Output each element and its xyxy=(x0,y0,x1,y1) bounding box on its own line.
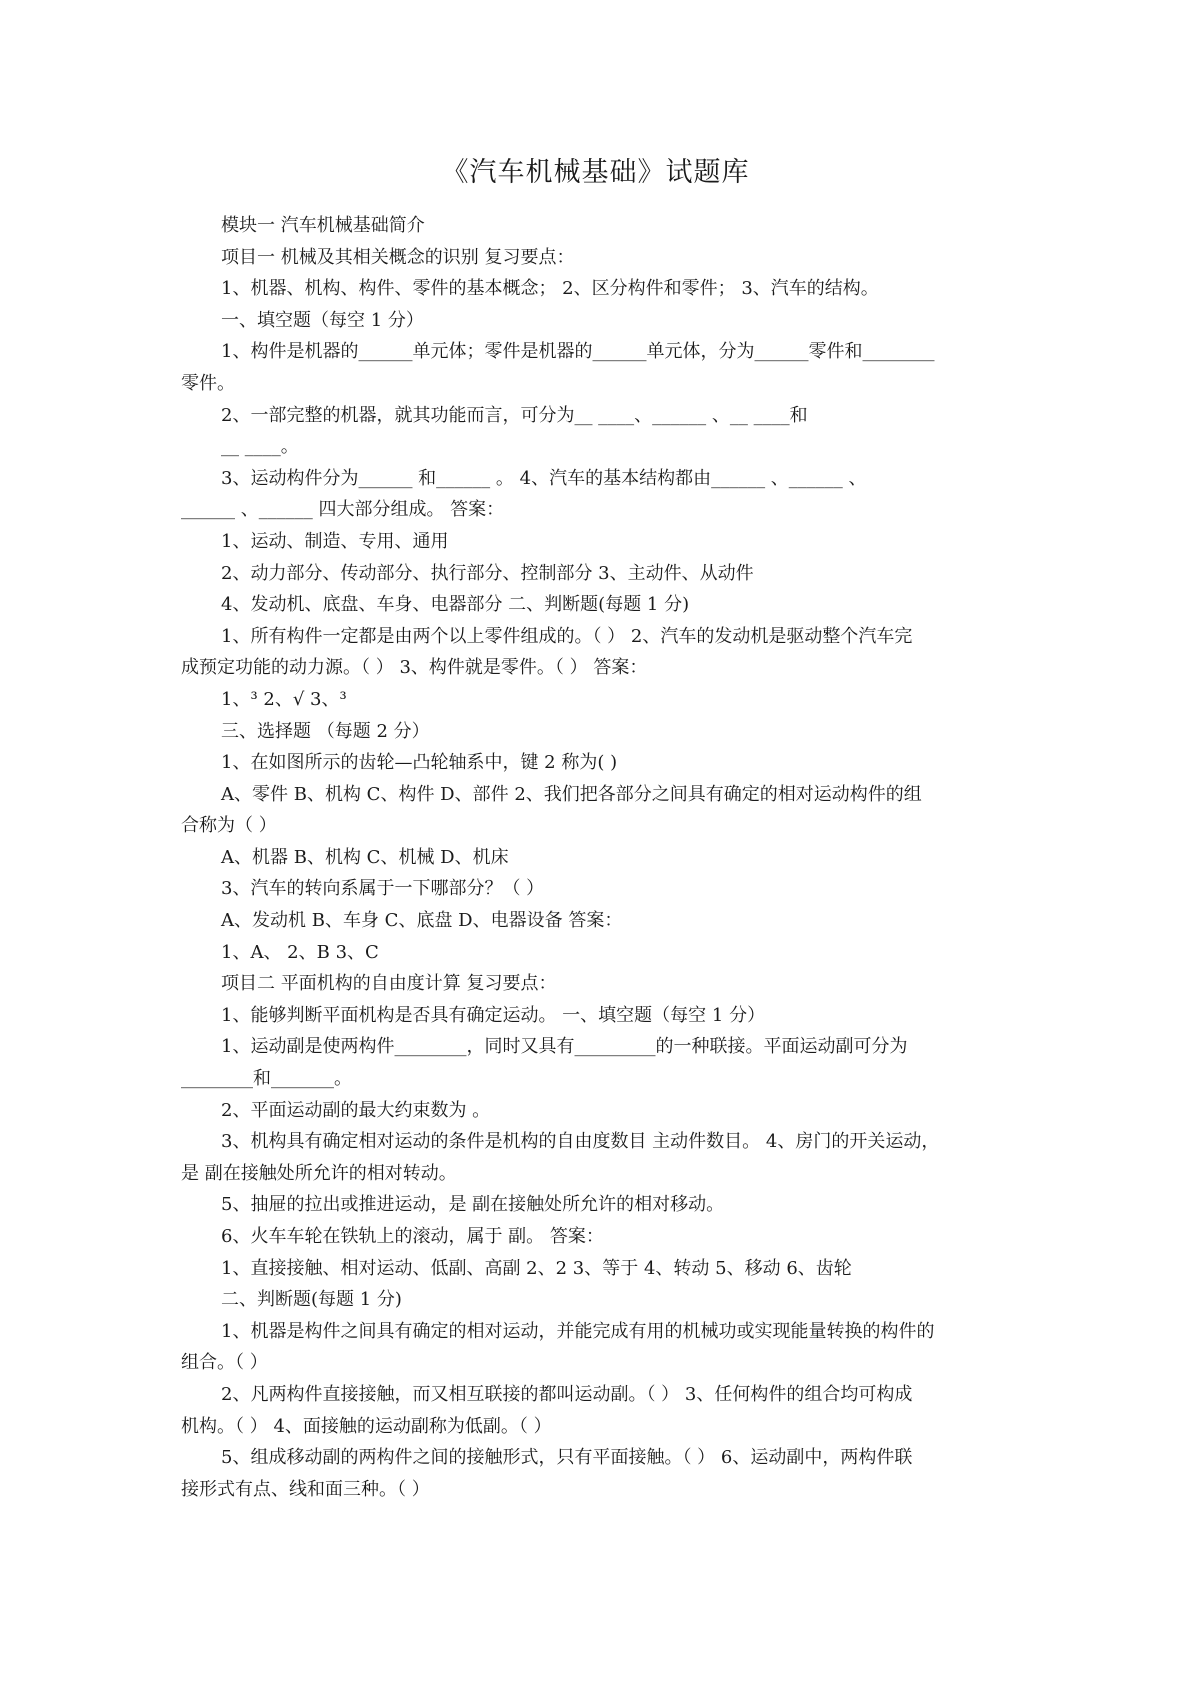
text-line: ______ 、______ 四大部分组成。 答案： xyxy=(181,499,505,521)
text-line: 1、机器、机构、构件、零件的基本概念； 2、区分构件和零件； 3、汽车的结构。 xyxy=(221,278,879,300)
text-line: 1、A、 2、B 3、C xyxy=(221,941,379,963)
text-line: 2、动力部分、传动部分、执行部分、控制部分 3、主动件、从动件 xyxy=(221,562,754,584)
text-line: 5、组成移动副的两构件之间的接触形式，只有平面接触。（ ） 6、运动副中，两构件联 xyxy=(221,1447,913,1469)
text-line: 零件。 xyxy=(181,372,235,394)
document-body xyxy=(181,210,1018,1505)
text-line: 组合。（ ） xyxy=(181,1352,268,1374)
text-line: 1、在如图所示的齿轮—凸轮轴系中，键 2 称为( ) xyxy=(221,752,618,774)
text-line: ________和_______。 xyxy=(181,1068,352,1090)
text-line: 5、抽屉的拉出或推进运动，是 副在接触处所允许的相对移动。 xyxy=(221,1194,725,1216)
text-line: 1、³ 2、√ 3、³ xyxy=(221,688,347,710)
text-line: 二、判断题(每题 1 分) xyxy=(221,1289,402,1311)
text-line: 1、所有构件一定都是由两个以上零件组成的。（ ） 2、汽车的发动机是驱动整个汽车完 xyxy=(221,625,913,647)
text-line: 一、填空题（每空 1 分） xyxy=(221,309,424,331)
text-line: 成预定功能的动力源。（ ） 3、构件就是零件。（ ） 答案： xyxy=(181,657,648,679)
text-line: 1、机器是构件之间具有确定的相对运动，并能完成有用的机械功或实现能量转换的构件的 xyxy=(221,1320,935,1342)
text-line: 接形式有点、线和面三种。（ ） xyxy=(181,1478,430,1500)
text-line: 2、平面运动副的最大约束数为 。 xyxy=(221,1099,491,1121)
text-line: 项目一 机械及其相关概念的识别 复习要点： xyxy=(221,246,575,268)
text-line: __ ____。 xyxy=(221,436,299,458)
text-line: 是 副在接触处所允许的相对转动。 xyxy=(181,1162,457,1184)
text-line: 2、凡两构件直接接触，而又相互联接的都叫运动副。（ ） 3、任何构件的组合均可构成 xyxy=(221,1383,913,1405)
text-line: A、发动机 B、车身 C、底盘 D、电器设备 答案： xyxy=(221,910,623,932)
document-title: 《汽车机械基础》试题库 xyxy=(441,157,750,188)
text-line: 4、发动机、底盘、车身、电器部分 二、判断题(每题 1 分) xyxy=(221,594,690,616)
text-line: 1、构件是机器的______单元体；零件是机器的______单元体，分为______零件和________ xyxy=(221,341,935,363)
text-line: 1、运动、制造、专用、通用 xyxy=(221,530,449,552)
text-line: 项目二 平面机构的自由度计算 复习要点： xyxy=(221,973,557,995)
text-line: 三、选择题 （每题 2 分） xyxy=(221,720,430,742)
text-line: 机构。（ ） 4、面接触的运动副称为低副。（ ） xyxy=(181,1415,552,1437)
text-line: 1、运动副是使两构件________，同时又具有_________的一种联接。平面运动副可分为 xyxy=(221,1036,908,1058)
text-line: 3、运动构件分为______ 和______ 。 4、汽车的基本结构都由______ 、______ 、 xyxy=(221,467,867,489)
text-line: 3、汽车的转向系属于一下哪部分？（ ） xyxy=(221,878,545,900)
text-line: 合称为（ ） xyxy=(181,815,277,837)
text-line: 1、直接接触、相对运动、低副、高副 2、2 3、等于 4、转动 5、移动 6、齿轮 xyxy=(221,1257,852,1279)
text-line: 模块一 汽车机械基础简介 xyxy=(221,215,425,236)
text-line: 3、机构具有确定相对运动的条件是机构的自由度数目 主动件数目。 4、房门的开关运动， xyxy=(221,1131,940,1153)
text-line: A、零件 B、机构 C、构件 D、部件 2、我们把各部分之间具有确定的相对运动构件的组 xyxy=(221,783,922,805)
text-line: 6、火车车轮在铁轨上的滚动，属于 副。 答案： xyxy=(221,1226,604,1247)
text-line: 2、一部完整的机器，就其功能而言，可分为__ ____、______ 、__ ____和 xyxy=(221,404,808,426)
text-line: 1、能够判断平面机构是否具有确定运动。 一、填空题（每空 1 分） xyxy=(221,1004,766,1026)
text-line: A、机器 B、机构 C、机械 D、机床 xyxy=(221,846,509,868)
